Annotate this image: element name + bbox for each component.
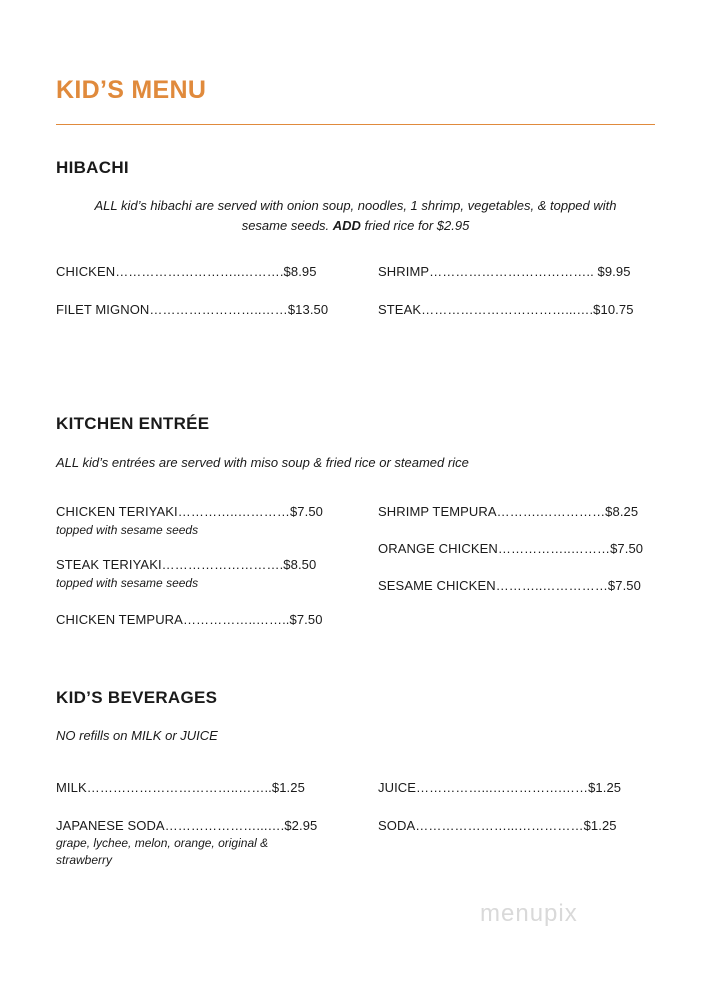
hibachi-note-fried-rice: fried rice for $2.95 [360, 218, 470, 233]
menu-item-japanese-soda: JAPANESE SODA…………………...….$2.95 [56, 818, 318, 833]
menu-item-chicken: CHICKEN………………………..……….$8.95 [56, 264, 317, 279]
menu-item-sesame-chicken: SESAME CHICKEN………..……………$7.50 [378, 578, 641, 593]
title-divider [56, 124, 655, 125]
menu-item-juice: JUICE……………...…………….……$1.25 [378, 780, 622, 795]
menu-item-steak-teriyaki: STEAK TERIYAKI……………………….$8.50 [56, 557, 317, 572]
menu-item-shrimp-tempura: SHRIMP TEMPURA……….……………$8.25 [378, 504, 639, 519]
hibachi-note-line2 [56, 216, 655, 236]
menu-item-orange-chicken: ORANGE CHICKEN……………..………$7.50 [378, 541, 644, 556]
beverages-note: NO refills on MILK or JUICE [56, 728, 218, 743]
page-title: KID’S MENU [56, 76, 207, 104]
menu-item-steak-teriyaki-note: topped with sesame seeds [56, 576, 199, 590]
beverages-heading: KID’S BEVERAGES [56, 688, 218, 707]
menu-item-steak: STEAK……………………………...….$10.75 [378, 302, 634, 317]
hibachi-note [56, 196, 655, 236]
menu-item-filet-mignon: FILET MIGNON……………………..……$13.50 [56, 302, 329, 317]
menu-item-japanese-soda-flavors [56, 835, 268, 869]
japanese-soda-flavors-line1: grape, lychee, melon, orange, original & [56, 836, 269, 850]
japanese-soda-flavors-line2: strawberry [56, 853, 113, 867]
menu-item-milk: MILK……………………………..……..$1.25 [56, 780, 305, 795]
hibachi-note-text: sesame seeds. [241, 218, 333, 233]
menu-item-chicken-tempura: CHICKEN TEMPURA……………..……..$7.50 [56, 612, 323, 627]
hibachi-heading: HIBACHI [56, 158, 129, 177]
menu-item-chicken-teriyaki: CHICKEN TERIYAKI…………..…………$7.50 [56, 504, 324, 519]
watermark-logo: menupix [480, 900, 578, 927]
kitchen-entree-note: ALL kid’s entrées are served with miso soup & fried rice or steamed rice [56, 455, 469, 470]
menu-item-chicken-teriyaki-note: topped with sesame seeds [56, 523, 199, 537]
hibachi-note-add: ADD [332, 218, 361, 233]
menu-item-shrimp: SHRIMP……………………………….. $9.95 [378, 264, 631, 279]
kitchen-entree-heading: KITCHEN ENTRÉE [56, 414, 210, 433]
menu-item-soda: SODA…………………...……………$1.25 [378, 818, 617, 833]
hibachi-note-line1: ALL kid’s hibachi are served with onion soup, noodles, 1 shrimp, vegetables, & topped with [94, 198, 617, 213]
